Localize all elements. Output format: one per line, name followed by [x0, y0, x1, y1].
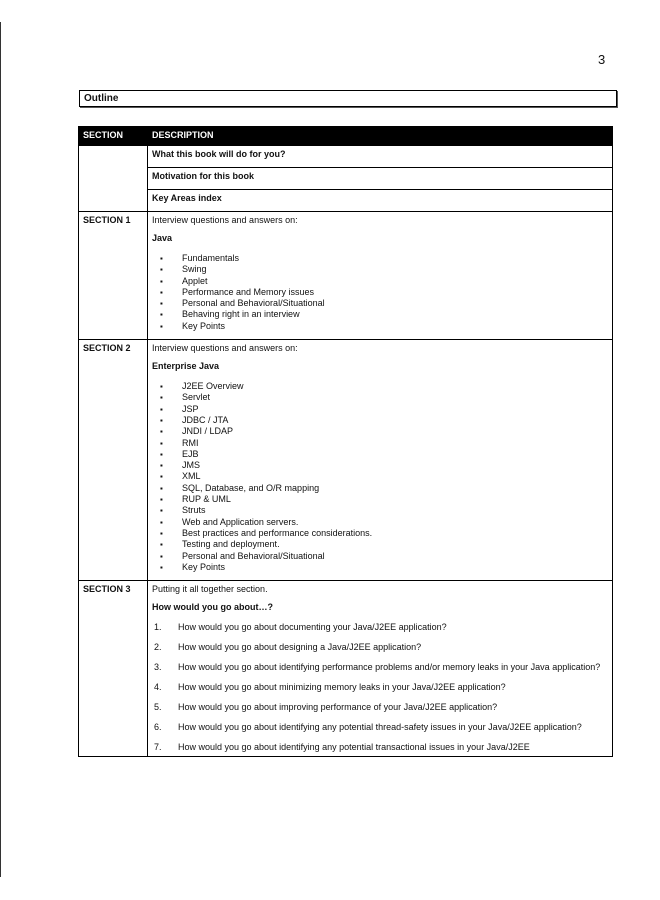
list-item	[152, 742, 608, 753]
list-item	[152, 682, 608, 693]
list-item: ▪ Behaving right in an interview	[152, 309, 608, 320]
list-item: ▪ Swing	[152, 264, 608, 275]
outline-table	[78, 126, 613, 757]
item-text: How would you go about identifying performance problems and/or memory leaks in your Java application?	[178, 662, 601, 673]
section-1-description	[148, 212, 613, 340]
page-left-rule	[0, 22, 1, 877]
list-item: ▪ JNDI / LDAP	[152, 426, 608, 437]
section-3-label: SECTION 3	[79, 581, 148, 757]
section-3-heading: How would you go about…?	[152, 602, 273, 613]
intro-row-key-areas: Key Areas index	[148, 190, 613, 212]
list-item: ▪ Struts	[152, 505, 608, 516]
item-number: 7.	[154, 742, 162, 753]
list-item: ▪ Personal and Behavioral/Situational	[152, 551, 608, 562]
list-item: ▪ XML	[152, 471, 608, 482]
item-text: How would you go about identifying any potential thread-safety issues in your Java/J2EE application?	[178, 722, 582, 733]
section-2-topic-list	[152, 381, 608, 573]
list-item: ▪ Key Points	[152, 321, 608, 332]
list-item: ▪ Performance and Memory issues	[152, 287, 608, 298]
list-item: ▪ JSP	[152, 404, 608, 415]
item-text: How would you go about designing a Java/J2EE application?	[178, 642, 422, 653]
section-3-question-list	[152, 622, 608, 753]
outline-title: Outline	[84, 93, 119, 104]
header-section: SECTION	[79, 127, 148, 146]
outline-title-box	[79, 90, 617, 107]
section-2-label: SECTION 2	[79, 340, 148, 581]
list-item: ▪ Personal and Behavioral/Situational	[152, 298, 608, 309]
item-number: 4.	[154, 682, 162, 693]
section-2-row	[79, 340, 613, 581]
item-text: How would you go about identifying any potential transactional issues in your Java/J2EE	[178, 742, 530, 753]
intro-row-motivation: Motivation for this book	[148, 168, 613, 190]
section-1-heading: Java	[152, 233, 173, 243]
list-item: ▪ Fundamentals	[152, 253, 608, 264]
list-item: ▪ JMS	[152, 460, 608, 471]
item-number: 2.	[154, 642, 162, 653]
section-3-description	[148, 581, 613, 757]
section-1-label: SECTION 1	[79, 212, 148, 340]
list-item	[152, 702, 608, 713]
list-item: ▪ JDBC / JTA	[152, 415, 608, 426]
list-item: ▪ RMI	[152, 438, 608, 449]
table-header-row	[79, 127, 613, 146]
section-1-row	[79, 212, 613, 340]
list-item: ▪ Testing and deployment.	[152, 539, 608, 550]
header-description: DESCRIPTION	[148, 127, 613, 146]
list-item: ▪ Key Points	[152, 562, 608, 573]
list-item: ▪ EJB	[152, 449, 608, 460]
list-item: ▪ Applet	[152, 276, 608, 287]
item-text: How would you go about minimizing memory leaks in your Java/J2EE application?	[178, 682, 506, 693]
list-item: ▪ Servlet	[152, 392, 608, 403]
list-item	[152, 642, 608, 653]
table-row	[79, 168, 613, 190]
section-2-intro: Interview questions and answers on:	[152, 343, 298, 354]
page-number: 3	[598, 52, 606, 67]
list-item: ▪ Best practices and performance considerations.	[152, 528, 608, 539]
item-number: 5.	[154, 702, 162, 713]
list-item	[152, 662, 608, 673]
section-3-row	[79, 581, 613, 757]
item-text: How would you go about improving performance of your Java/J2EE application?	[178, 702, 498, 713]
list-item: ▪ J2EE Overview	[152, 381, 608, 392]
item-number: 6.	[154, 722, 162, 733]
list-item: ▪ SQL, Database, and O/R mapping	[152, 483, 608, 494]
intro-row-what-this-book: What this book will do for you?	[148, 146, 613, 168]
table-row	[79, 146, 613, 168]
item-number: 1.	[154, 622, 162, 633]
section-3-intro: Putting it all together section.	[152, 584, 268, 595]
section-1-intro: Interview questions and answers on:	[152, 215, 298, 225]
section-2-description	[148, 340, 613, 581]
list-item: ▪ Web and Application servers.	[152, 517, 608, 528]
table-row	[79, 190, 613, 212]
section-2-heading: Enterprise Java	[152, 361, 220, 372]
item-text: How would you go about documenting your Java/J2EE application?	[178, 622, 447, 633]
intro-section-cell	[79, 146, 148, 212]
list-item	[152, 722, 608, 733]
list-item: ▪ RUP & UML	[152, 494, 608, 505]
list-item	[152, 622, 608, 633]
section-1-topic-list	[152, 253, 608, 332]
item-number: 3.	[154, 662, 162, 673]
